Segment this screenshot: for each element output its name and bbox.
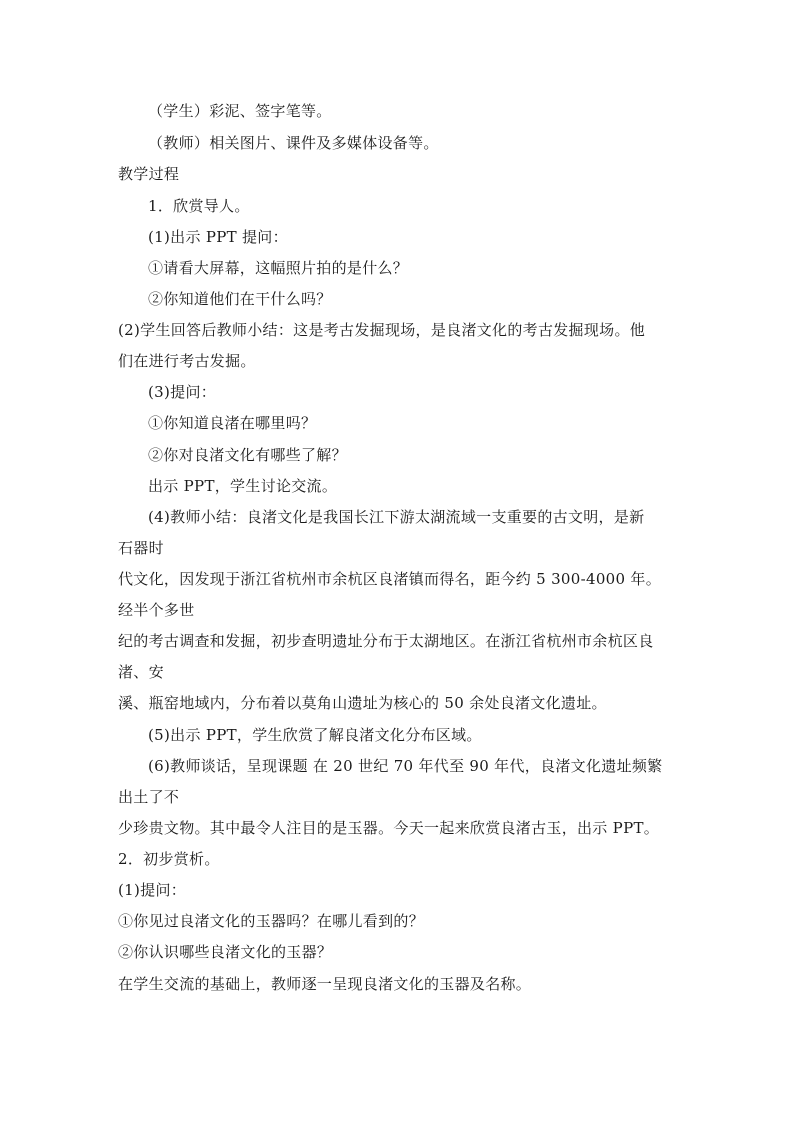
text-line: 少珍贵文物。其中最令人注目的是玉器。今天一起来欣赏良渚古玉，出示 PPT。 [118, 819, 660, 837]
section-heading: 教学过程 [118, 165, 180, 183]
text-line: (1)提问： [118, 881, 187, 899]
text-line: (3)提问： [148, 383, 217, 401]
text-line: 1．欣赏导人。 [148, 197, 250, 215]
text-line: 石器时 [118, 539, 164, 557]
text-line: 在学生交流的基础上，教师逐一呈现良渚文化的玉器及名称。 [118, 975, 532, 993]
text-line: 2．初步赏析。 [118, 850, 220, 868]
text-line: ②你认识哪些良渚文化的玉器？ [118, 943, 333, 961]
text-line: 出土了不 [118, 788, 180, 806]
text-line: （学生）彩泥、签字笔等。 [148, 102, 332, 120]
text-line: ②你对良渚文化有哪些了解？ [148, 446, 347, 464]
text-line: 经半个多世 [118, 601, 195, 619]
text-line: ①你见过良渚文化的玉器吗？在哪儿看到的？ [118, 912, 425, 930]
text-line: (5)出示 PPT，学生欣赏了解良渚文化分布区域。 [148, 726, 482, 744]
text-line: ①请看大屏幕，这幅照片拍的是什么？ [148, 259, 409, 277]
text-line: 出示 PPT，学生讨论交流。 [148, 477, 338, 495]
text-line: ①你知道良渚在哪里吗？ [148, 414, 317, 432]
text-line: （教师）相关图片、课件及多媒体设备等。 [148, 134, 439, 152]
text-line: 溪、瓶窑地域内，分布着以莫角山遗址为核心的 50 余处良渚文化遗址。 [118, 694, 607, 712]
text-line: ②你知道他们在干什么吗？ [148, 290, 332, 308]
text-line: (2)学生回答后教师小结：这是考古发掘现场，是良渚文化的考古发掘现场。他 [118, 321, 646, 339]
text-line: (4)教师小结：良渚文化是我国长江下游太湖流域一支重要的古文明，是新 [148, 508, 645, 526]
text-line: 们在进行考古发掘。 [118, 352, 256, 370]
text-line: 渚、安 [118, 663, 164, 681]
text-line: (1)出示 PPT 提问： [148, 228, 288, 246]
text-line: 纪的考古调查和发掘，初步查明遗址分布于太湖地区。在浙江省杭州市余杭区良 [118, 632, 654, 650]
text-line: 代文化，因发现于浙江省杭州市余杭区良渚镇而得名，距今约 5 300-4000 年。 [118, 570, 662, 588]
text-line: (6)教师谈话，呈现课题 在 20 世纪 70 年代至 90 年代，良渚文化遗址频繁 [148, 757, 663, 775]
